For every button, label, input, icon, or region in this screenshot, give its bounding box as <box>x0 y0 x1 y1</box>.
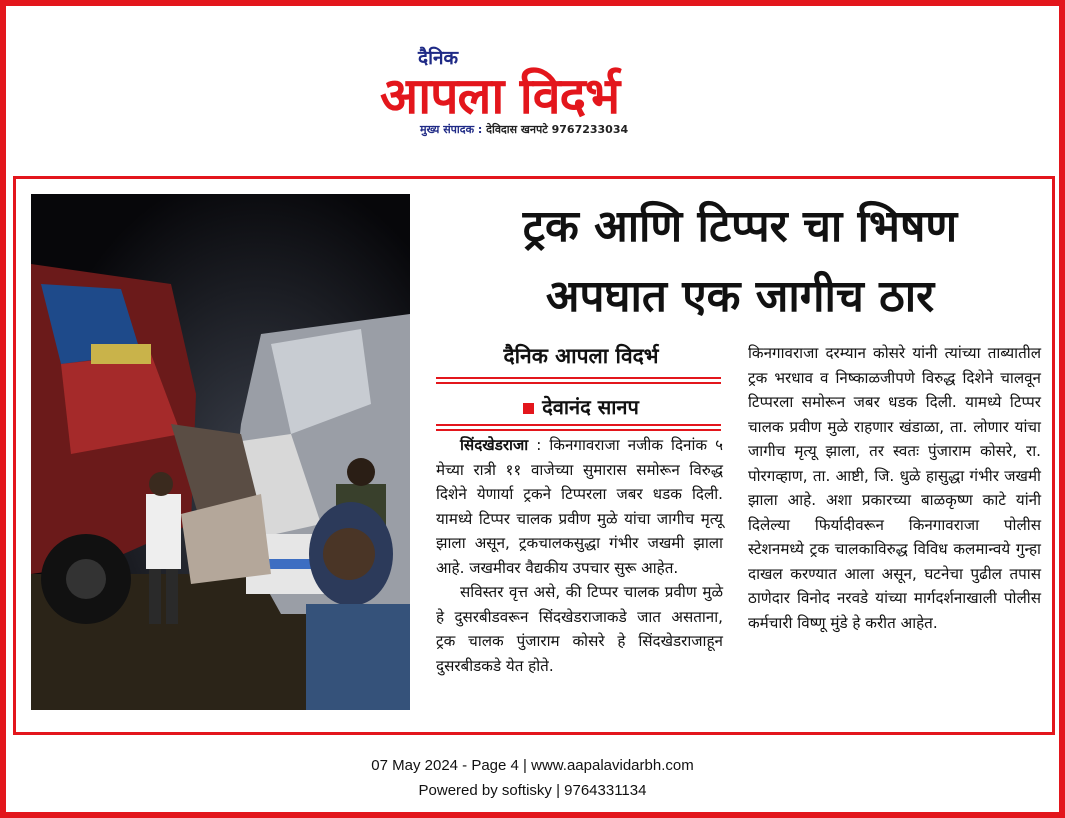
editor-name: देविदास खनपटे 9767233034 <box>486 123 629 136</box>
headline-line-2: अपघात एक जागीच ठार <box>545 271 935 322</box>
divider <box>436 382 721 384</box>
byline <box>436 393 726 420</box>
bullet-square-icon <box>523 403 534 414</box>
divider <box>436 429 721 431</box>
masthead-editor <box>420 122 628 137</box>
headline-line-1: ट्रक आणि टिप्पर चा भिषण <box>522 201 958 252</box>
masthead-prefix: दैनिक <box>418 47 459 69</box>
accident-photo <box>31 194 410 710</box>
article-column-2 <box>748 341 1041 635</box>
paragraph-1 <box>436 433 723 580</box>
headline <box>440 192 1040 332</box>
masthead-title: आपला विदर्भ <box>380 67 620 125</box>
byline-name: देवानंद सानप <box>542 395 639 419</box>
footer-date-page: 07 May 2024 - Page 4 | www.aapalavidarbh.com <box>371 757 694 774</box>
article-column-1 <box>436 433 723 678</box>
divider <box>436 377 721 379</box>
dateline-place: सिंदखेडराजा <box>460 436 529 454</box>
footer-powered-by: Powered by softisky | 9764331134 <box>418 782 647 799</box>
editor-label: मुख्य संपादक : <box>420 123 483 136</box>
paragraph-2: सविस्तर वृत्त असे, की टिप्पर चालक प्रवीण मुळे हे दुसरबीडवरून सिंदखेडराजाकडे जात असताना, ट्रक चालक पुंजाराम कोसरे हे सिंदखेडराजाहून दुसरबीडकडे येत होते. <box>436 583 723 675</box>
article-source: दैनिक आपला विदर्भ <box>503 344 659 368</box>
accident-photo-illustration <box>31 194 410 710</box>
paragraph-3: किनगावराजा दरम्यान कोसरे यांनी त्यांच्या ताब्यातील ट्रक भरधाव व निष्काळजीपणे विरुद्ध दिशेने चालवून टिप्परला समोरून जबर धडक दिली. यामध्ये टिप्पर चालक प्रवीण मुळे राहणार खंडाळा, ता. लोणार यांचा जागीच मृत्यू झाला, तर स्वतः पुंजाराम कोसरे, रा. पोरगव्हाण, ता. आष्टी, जि. धुळे हासुद्धा गंभीर जखमी झाला आहे. अशा प्रकारच्या बाळकृष्ण काटे यांनी दिलेल्या फिर्यादीवरून किनगावराजा पोलीस स्टेशनमध्ये ट्रक चालकाविरुद्ध विविध कलमान्वये गुन्हा दाखल करण्यात आला असून, घटनेचा पुढील तपास ठाणेदार विनोद नरवडे यांच्या मार्गदर्शनाखाली पोलीस कर्मचारी विष्णू मुंडे हे करीत आहेत. <box>748 344 1041 632</box>
divider <box>436 424 721 426</box>
paragraph-1-text: : किनगावराजा नजीक दिनांक ५ मेच्या रात्री ११ वाजेच्या सुमारास समोरून विरुद्ध दिशेने येणार्या ट्रकने टिप्परला जबर धडक दिली. यामध्ये टिप्पर चालक प्रवीण मुळे यांचा जागीच मृत्यू झाला असून, ट्रकचालकसुद्धा गंभीर जखमी झाला आहे. जखमीवर वैद्यकीय उपचार सुरू आहेत. <box>436 436 723 577</box>
masthead <box>380 40 700 140</box>
